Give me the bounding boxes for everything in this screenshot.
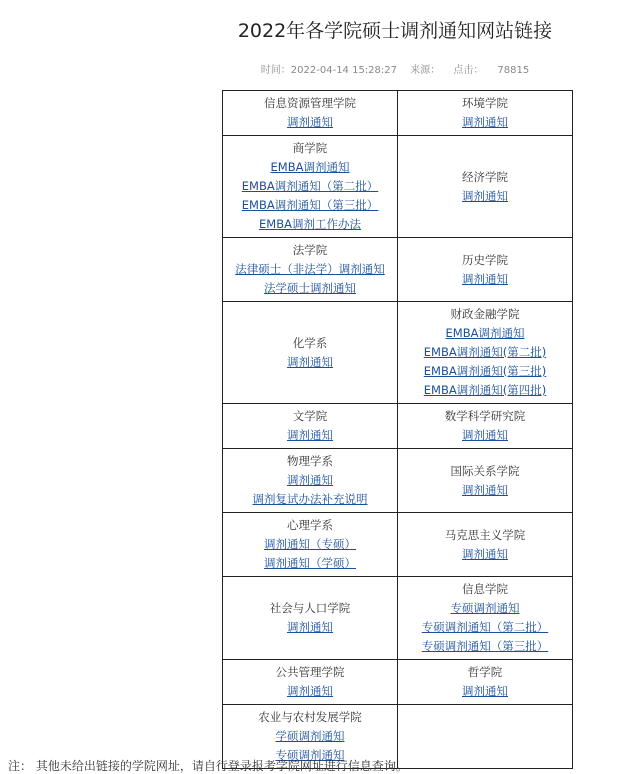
notice-link[interactable]: 专硕调剂通知 (275, 748, 345, 762)
college-cell (223, 449, 398, 513)
clicks-label: 点击： (453, 65, 484, 76)
clicks-value: 78815 (497, 65, 530, 76)
notice-link[interactable]: EMBA调剂通知(第三批) (423, 364, 547, 378)
college-cell (398, 302, 573, 404)
college-name: 国际关系学院 (450, 463, 520, 478)
notice-link[interactable]: 调剂通知 (287, 428, 333, 442)
college-name: 信息资源管理学院 (264, 96, 356, 110)
college-name: 环境学院 (462, 96, 508, 110)
notice-link[interactable]: 调剂通知 (462, 684, 508, 698)
notice-link[interactable]: 调剂通知 (287, 620, 333, 634)
notice-link[interactable]: 调剂复试办法补充说明 (252, 492, 368, 506)
table-body (223, 91, 573, 769)
notice-link[interactable]: EMBA调剂通知 (445, 326, 525, 340)
college-name: 信息学院 (462, 582, 508, 596)
notice-link[interactable]: 调剂通知 (287, 354, 333, 369)
notice-link[interactable]: 调剂通知 (462, 546, 508, 561)
notice-link[interactable]: 调剂通知 (462, 115, 508, 129)
college-cell (398, 136, 573, 238)
page-title: 2022年各学院硕士调剂通知网站链接 (237, 20, 553, 42)
time-label: 时间： (260, 65, 291, 76)
college-name: 公共管理学院 (275, 665, 345, 679)
college-cell (398, 513, 573, 577)
notice-link[interactable]: EMBA调剂通知（第二批） (241, 179, 379, 193)
notice-link[interactable]: 调剂通知（专硕） (264, 537, 356, 551)
college-cell (398, 449, 573, 513)
college-cell (223, 404, 398, 449)
notice-link[interactable]: 调剂通知 (462, 271, 508, 286)
college-cell (398, 238, 573, 302)
college-cell (223, 577, 398, 660)
notice-link[interactable]: 专硕调剂通知 (450, 601, 520, 615)
table-row (223, 136, 573, 238)
college-cell (398, 91, 573, 136)
time-info (261, 65, 397, 76)
college-cell (223, 302, 398, 404)
source-label: 来源： (410, 65, 441, 76)
college-name: 财政金融学院 (450, 307, 520, 321)
notice-link[interactable]: 调剂通知 (287, 684, 333, 698)
college-links-table (222, 90, 573, 769)
table-row (223, 577, 573, 660)
notice-link[interactable]: 调剂通知 (462, 188, 508, 203)
table-row (223, 302, 573, 404)
college-name: 化学系 (292, 335, 328, 350)
table-row (223, 513, 573, 577)
college-name: 历史学院 (462, 252, 508, 267)
notice-link[interactable]: 调剂通知 (462, 428, 508, 442)
college-name: 物理学系 (287, 454, 333, 468)
college-cell (398, 404, 573, 449)
notice-link[interactable]: 法学硕士调剂通知 (264, 281, 356, 295)
table-row (223, 404, 573, 449)
college-name: 法学院 (292, 243, 328, 257)
college-name: 农业与农村发展学院 (258, 710, 362, 724)
notice-link[interactable]: 法律硕士（非法学）调剂通知 (235, 262, 385, 276)
college-cell (398, 705, 573, 769)
table-row (223, 91, 573, 136)
clicks-info (453, 65, 529, 76)
notice-link[interactable]: 专硕调剂通知（第二批） (421, 620, 549, 634)
college-cell (223, 91, 398, 136)
college-name: 数学科学研究院 (444, 409, 526, 423)
notice-link[interactable]: 调剂通知 (287, 115, 333, 129)
college-cell (398, 577, 573, 660)
college-name: 哲学院 (467, 665, 503, 679)
table-row (223, 449, 573, 513)
article-meta (0, 61, 640, 76)
notice-link[interactable]: EMBA调剂通知(第四批) (423, 383, 547, 397)
college-name: 马克思主义学院 (444, 527, 526, 542)
college-cell (398, 660, 573, 705)
college-cell (223, 238, 398, 302)
notice-link[interactable]: 调剂通知 (287, 473, 333, 487)
notice-link[interactable]: EMBA调剂通知（第三批） (241, 198, 379, 212)
college-name: 经济学院 (462, 169, 508, 184)
notice-link[interactable]: 调剂通知（学硕） (264, 556, 356, 570)
table-row (223, 238, 573, 302)
college-name: 心理学系 (287, 518, 333, 532)
notice-link[interactable]: EMBA调剂通知(第二批) (423, 345, 547, 359)
notice-link[interactable]: 专硕调剂通知（第三批） (421, 639, 549, 653)
time-value: 2022-04-14 15:28:27 (290, 65, 398, 76)
notice-link[interactable]: 调剂通知 (462, 482, 508, 497)
notice-link[interactable]: 学硕调剂通知 (275, 729, 345, 743)
notice-link[interactable]: EMBA调剂通知 (270, 160, 350, 174)
college-name: 社会与人口学院 (269, 601, 351, 615)
footer-note: 注： 其他未给出链接的学院网址，请自行登录报考学院网址进行信息查询。 (8, 759, 408, 773)
college-cell (223, 513, 398, 577)
notice-link[interactable]: EMBA调剂工作办法 (259, 217, 361, 231)
college-name: 文学院 (292, 409, 328, 423)
college-cell (223, 660, 398, 705)
college-cell (223, 136, 398, 238)
college-name: 商学院 (292, 141, 328, 155)
table-row (223, 660, 573, 705)
